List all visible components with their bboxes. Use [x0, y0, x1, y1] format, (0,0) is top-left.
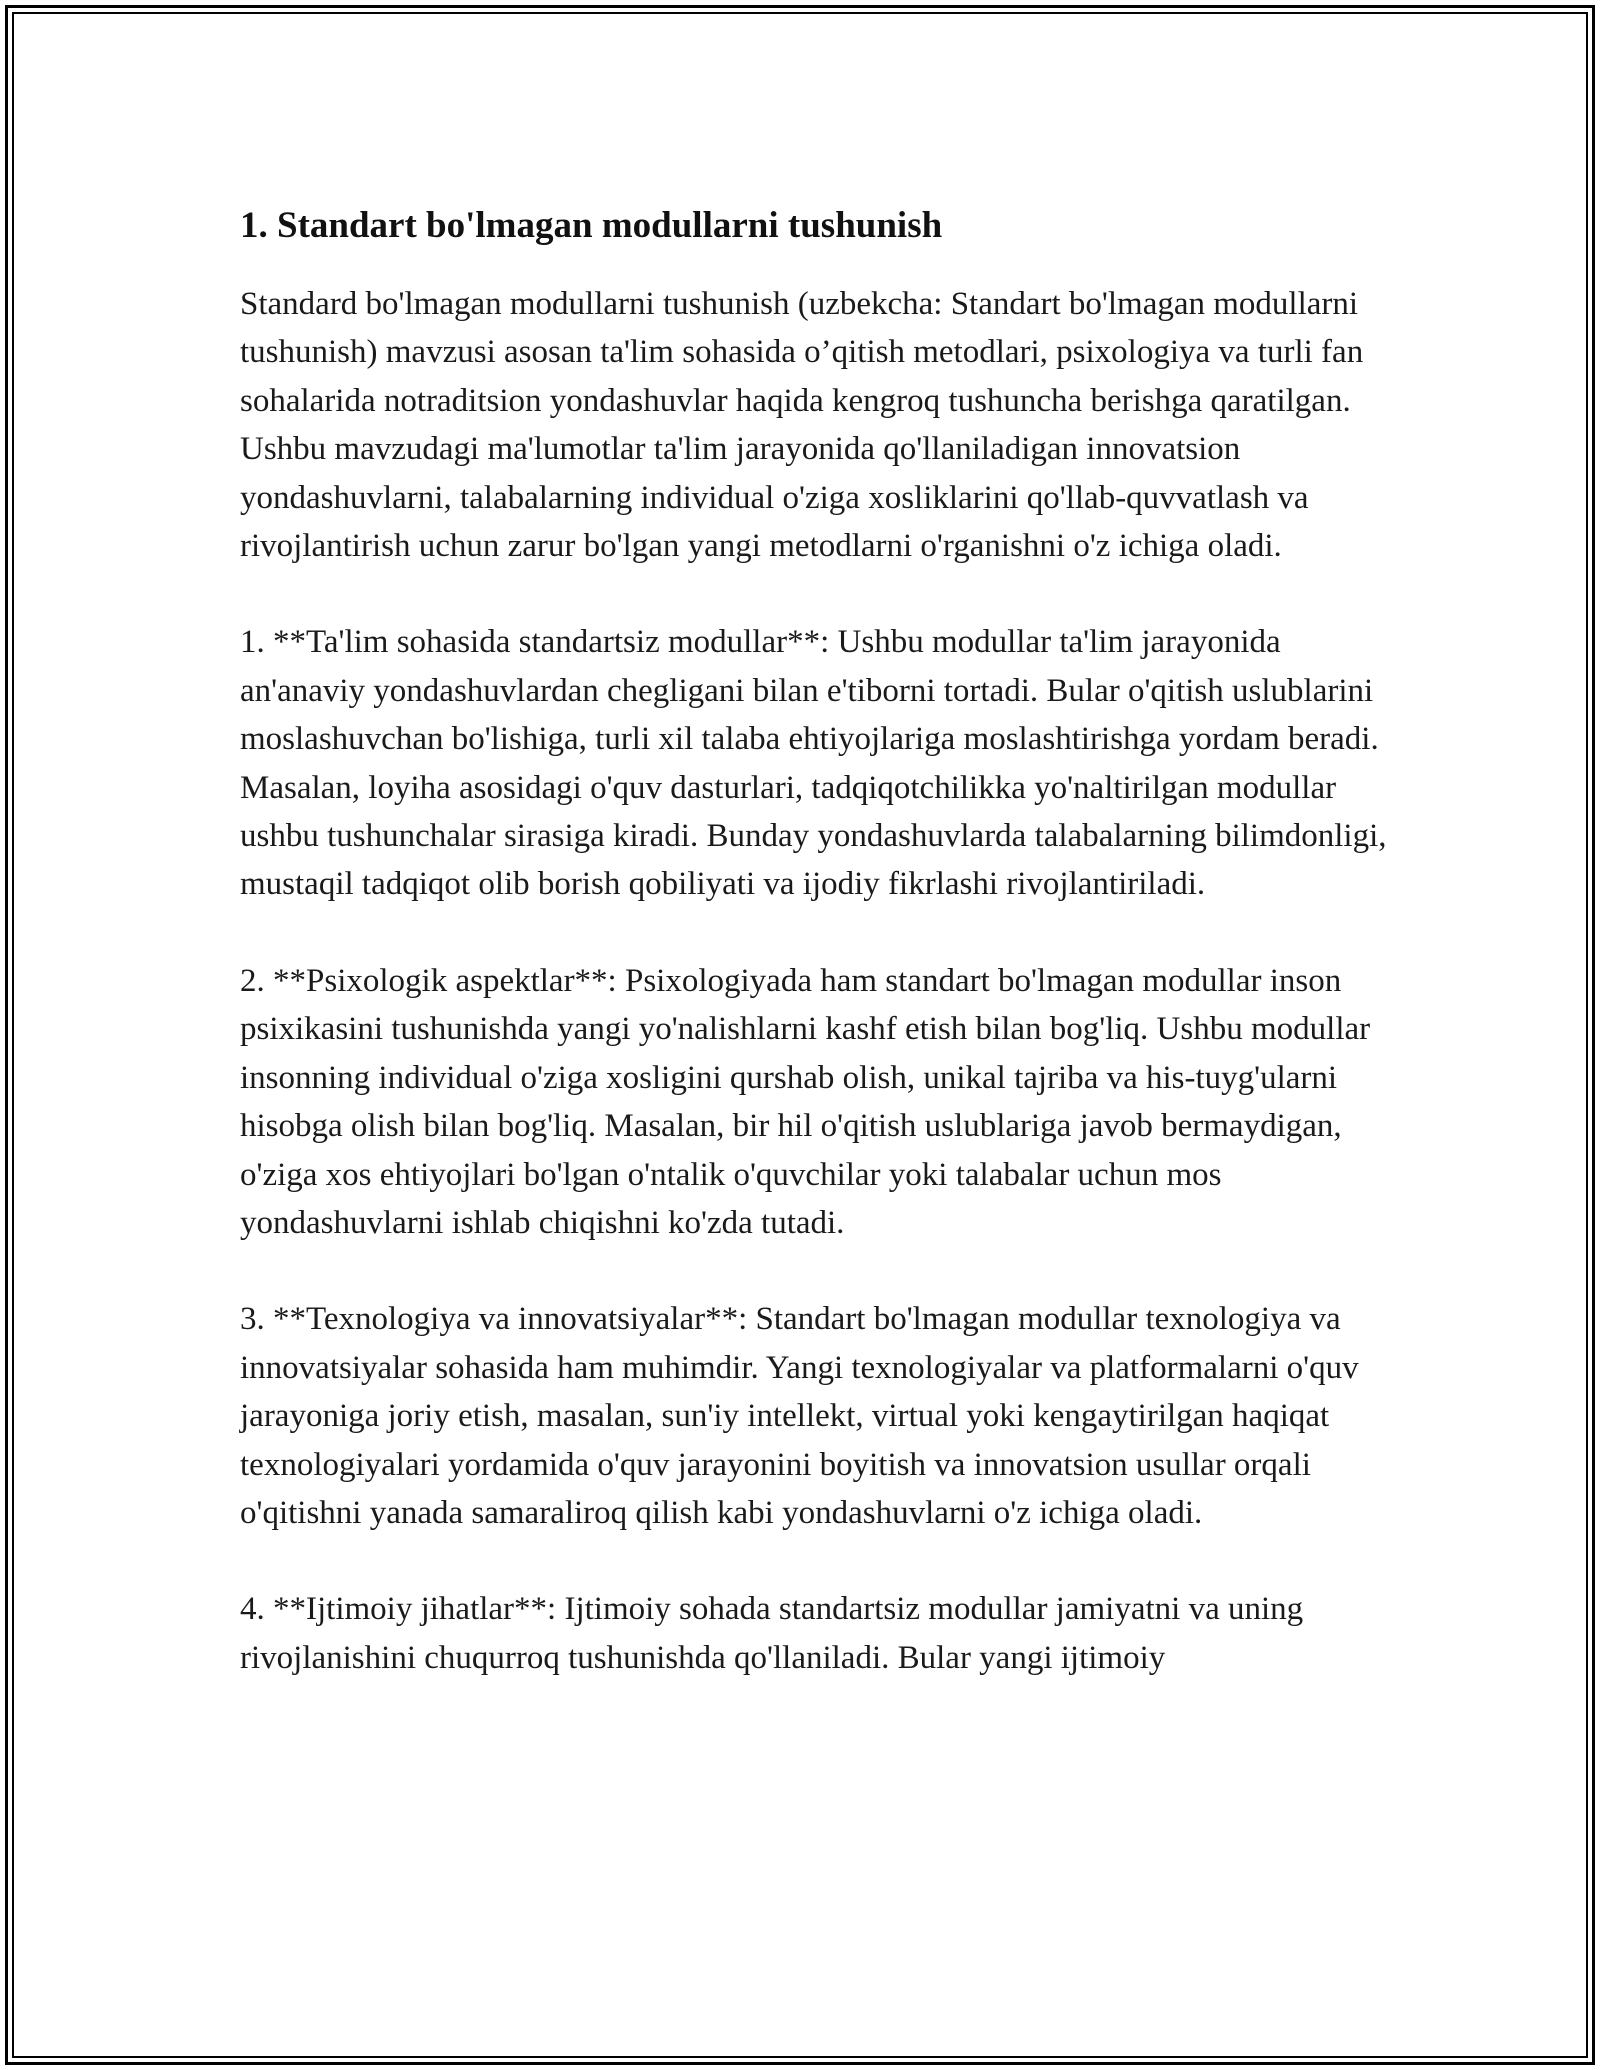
section-paragraph-4: 4. **Ijtimoiy jihatlar**: Ijtimoiy sohada standartsiz modullar jamiyatni va uning rivojlanishini chuqurroq tushunishda qo'llaniladi. Bular yangi ijtimoiy [240, 1591, 1304, 1676]
page-inner-border [12, 12, 1588, 2058]
intro-paragraph: Standard bo'lmagan modullarni tushunish (uzbekcha: Standart bo'lmagan modullarni tushunish) mavzusi asosan ta'lim sohasida o’qitish metodlari, psixologiya va turli fan sohalarida notraditsion yondashuvlar haqida kengroq tushuncha berishga qaratilgan. Ushbu mavzudagi ma'lumotlar ta'lim jarayonida qo'llaniladigan innovatsion yondashuvlarni, talabalarning individual o'ziga xosliklarini qo'llab-quvvatlash va rivojlantirish uchun zarur bo'lgan yangi metodlarni o'rganishni o'z ichiga oladi. [240, 286, 1364, 565]
section-paragraph-1: 1. **Ta'lim sohasida standartsiz modullar**: Ushbu modullar ta'lim jarayonida an'anaviy yondashuvlardan chegligani bilan e'tiborni tortadi. Bular o'qitish uslublarini moslashuvchan bo'lishiga, turli xil talaba ehtiyojlariga moslashtirishga yordam beradi. Masalan, loyiha asosidagi o'quv dasturlari, tadqiqotchilikka yo'naltirilgan modullar ushbu tushunchalar sirasiga kiradi. Bunday yondashuvlarda talabalarning bilimdonligi, mustaqil tadqiqot olib borish qobiliyati va ijodiy fikrlashi rivojlantiriladi. [240, 624, 1387, 903]
section-paragraph-3: 3. **Texnologiya va innovatsiyalar**: Standart bo'lmagan modullar texnologiya va innovatsiyalar sohasida ham muhimdir. Yangi texnologiyalar va platformalarni o'quv jarayoniga joriy etish, masalan, sun'iy intellekt, virtual yoki kengaytirilgan haqiqat texnologiyalari yordamida o'quv jarayonini boyitish va innovatsion usullar orqali o'qitishni yanada samaraliroq qilish kabi yondashuvlarni o'z ichiga oladi. [240, 1301, 1359, 1531]
section-paragraph-2: 2. **Psixologik aspektlar**: Psixologiyada ham standart bo'lmagan modullar inson psixikasini tushunishda yangi yo'nalishlarni kashf etish bilan bog'liq. Ushbu modullar insonning individual o'ziga xosligini qurshab olish, unikal tajriba va his-tuyg'ularni hisobga olish bilan bog'liq. Masalan, bir hil o'qitish uslublariga javob bermaydigan, o'ziga xos ehtiyojlari bo'lgan o'ntalik o'quvchilar yoki talabalar uchun mos yondashuvlarni ishlab chiqishni ko'zda tutadi. [240, 962, 1371, 1241]
document-body [240, 188, 1400, 1682]
document-title: 1. Standart bo'lmagan modullarni tushunish [240, 205, 943, 246]
page-border [5, 5, 1595, 2065]
